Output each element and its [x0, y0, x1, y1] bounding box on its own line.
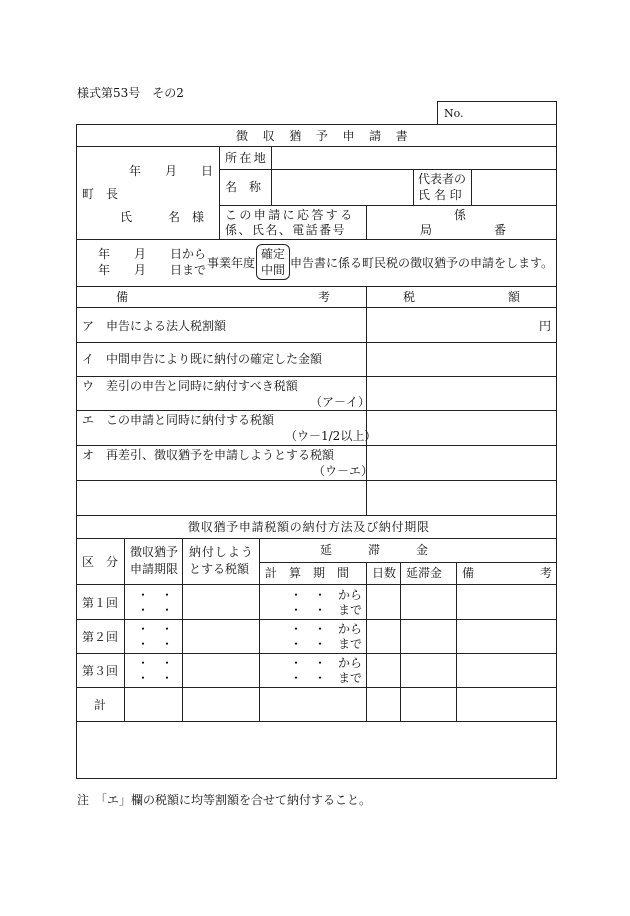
- frame-left: [76, 124, 77, 779]
- sched-row-divider: [76, 619, 557, 620]
- header-bottom: [76, 239, 557, 240]
- frame-bottom: [76, 778, 557, 779]
- sched-col-deadline-2: 申請期限: [130, 562, 179, 576]
- sched-row-label: 第３回: [82, 664, 119, 678]
- addressee-label: 町 長: [82, 187, 119, 201]
- fiscal-year-label: 事業年度: [207, 256, 256, 270]
- tax-row-divider: [76, 445, 557, 446]
- sched-from-word: から: [338, 588, 363, 602]
- sched-deadline-dots: ・ ・: [137, 588, 174, 602]
- sched-col-amount-2: とする税額: [189, 562, 250, 576]
- sched-vline-kubun: [124, 538, 125, 721]
- phone-label-ban: 番: [494, 223, 507, 237]
- tax-col-tax-b: 額: [508, 290, 521, 304]
- sched-total-label: 計: [94, 698, 107, 712]
- frame-top: [76, 124, 557, 125]
- period-to: 年 月 日まで: [98, 263, 207, 277]
- sched-vline-days: [400, 562, 401, 721]
- sched-to-word: まで: [338, 603, 363, 617]
- sched-vline-deadline: [182, 538, 183, 721]
- sched-from-dots: ・ ・: [290, 622, 327, 636]
- sched-vline-amount: [259, 538, 260, 721]
- tax-row-divider: [76, 480, 557, 481]
- header-vline-rep-1: [413, 169, 414, 205]
- sched-to-word: まで: [338, 637, 363, 651]
- sched-from-word: から: [338, 656, 363, 670]
- tax-row-a-label: ア 申告による法人税割額: [82, 319, 227, 333]
- sched-row-divider: [76, 687, 557, 688]
- schedule-title-bottom: [76, 538, 557, 539]
- period-statement: 申告書に係る町民税の徴収猶予の申請をします。: [290, 256, 554, 270]
- sched-deadline-dots: ・ ・: [137, 637, 174, 651]
- frame-right: [556, 101, 557, 779]
- tax-row-e-label: エ この申請と同時に納付する税額: [82, 413, 275, 427]
- address-label: 所在地: [225, 151, 269, 165]
- tax-row-divider: [76, 410, 557, 411]
- sched-to-word: まで: [338, 671, 363, 685]
- rep-label-line2: 氏 名 印: [418, 188, 462, 202]
- sched-from-dots: ・ ・: [290, 588, 327, 602]
- no-box-left: [437, 101, 438, 124]
- period-from: 年 月 日から: [98, 247, 207, 261]
- addressee-name: 氏 名 様: [120, 210, 205, 224]
- title-divider: [76, 146, 557, 147]
- tax-col-tax-a: 税: [403, 290, 416, 304]
- sched-from-dots: ・ ・: [290, 656, 327, 670]
- tax-row-divider: [76, 342, 557, 343]
- section-label: 係: [454, 208, 467, 222]
- tax-row-e-formula: （ウ－1/2以上）: [285, 429, 377, 443]
- sched-vline-period: [366, 562, 367, 721]
- no-label: No.: [444, 107, 464, 120]
- sched-col-note-a: 備: [462, 566, 475, 580]
- tax-header-bottom: [76, 307, 557, 308]
- tax-row-u-formula: （ア－イ）: [310, 395, 371, 409]
- sched-col-period: 計 算 期 間: [265, 566, 350, 580]
- sched-to-dots: ・ ・: [290, 637, 327, 651]
- footnote: 注 「エ」欄の税額に均等割額を合せて納付すること。: [77, 793, 372, 807]
- option-chukan: 中間: [261, 263, 286, 277]
- form-id: 様式第53号 その2: [77, 86, 184, 100]
- sched-to-dots: ・ ・: [290, 603, 327, 617]
- no-box-top: [437, 101, 556, 102]
- tax-row-o-formula: （ウ－エ）: [313, 464, 374, 478]
- tax-table-bottom: [76, 515, 557, 516]
- header-hline-2: [219, 205, 557, 206]
- tax-row-a-unit: 円: [539, 319, 552, 333]
- tax-row-i-label: イ 中間申告により既に納付の確定した金額: [82, 352, 323, 366]
- sched-col-delay: 延 滞 金: [320, 543, 429, 557]
- rep-label-line1: 代表者の: [418, 172, 467, 186]
- sched-delay-subdivider: [259, 562, 557, 563]
- header-vline-label: [271, 146, 272, 205]
- sched-to-dots: ・ ・: [290, 671, 327, 685]
- sched-col-delay-amount: 延滞金: [406, 566, 443, 580]
- sched-row-label: 第２回: [82, 630, 119, 644]
- date-label: 年 月 日: [129, 164, 214, 178]
- sched-col-kubun: 区 分: [82, 555, 119, 569]
- sched-row-label: 第１回: [82, 596, 119, 610]
- name-label: 名 称: [225, 180, 262, 194]
- sched-deadline-dots: ・ ・: [137, 656, 174, 670]
- sched-total-bottom: [76, 721, 557, 722]
- sched-deadline-dots: ・ ・: [137, 622, 174, 636]
- contact-label-line2: 係、氏名、電話番号: [225, 223, 346, 237]
- tax-row-o-label: オ 再差引、徴収猶予を申請しようとする税額: [82, 448, 335, 462]
- header-vline-contact: [366, 205, 367, 239]
- tax-row-divider: [76, 376, 557, 377]
- option-kakutei: 確定: [261, 247, 286, 261]
- sched-header-bottom: [76, 584, 557, 585]
- sched-from-word: から: [338, 622, 363, 636]
- header-vline-rep-2: [471, 169, 472, 205]
- tax-col-note-a: 備: [116, 290, 129, 304]
- sched-row-divider: [76, 653, 557, 654]
- sched-deadline-dots: ・ ・: [137, 671, 174, 685]
- sched-col-amount-1: 納付しよう: [189, 545, 254, 559]
- sched-deadline-dots: ・ ・: [137, 603, 174, 617]
- sched-col-days: 日数: [372, 566, 397, 580]
- contact-label-line1: この申請に応答する: [225, 208, 355, 222]
- header-vline-left: [219, 146, 220, 239]
- form-title: 徴 収 猶 予 申 請 書: [236, 129, 414, 143]
- tax-row-u-label: ウ 差引の申告と同時に納付すべき税額: [82, 379, 298, 393]
- period-bottom: [76, 286, 557, 287]
- header-hline-1: [219, 169, 557, 170]
- sched-vline-delay: [456, 562, 457, 721]
- sched-col-deadline-1: 徴収猶予: [130, 545, 179, 559]
- schedule-title: 徴収猶予申請税額の納付方法及び納付期限: [188, 520, 430, 534]
- tax-col-note-b: 考: [318, 290, 331, 304]
- sched-col-note-b: 考: [540, 566, 553, 580]
- phone-label-kyoku: 局: [420, 223, 433, 237]
